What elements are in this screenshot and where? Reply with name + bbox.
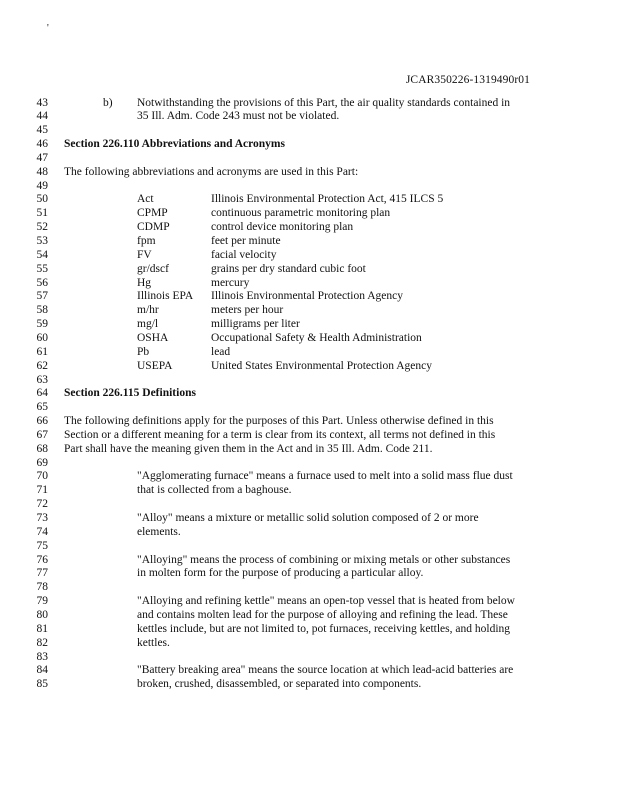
line-number: 72	[36, 498, 48, 511]
abbreviation-definition: United States Environmental Protection Agency	[211, 359, 433, 372]
line-number: 57	[36, 290, 48, 303]
line-number: 70	[36, 470, 48, 483]
line-number: 60	[36, 331, 48, 344]
line-text: in molten form for the purpose of producing a particular alloy.	[137, 567, 424, 580]
line-number: 73	[36, 512, 48, 524]
line-text: elements.	[137, 525, 181, 538]
abbreviation-definition: milligrams per liter	[211, 318, 300, 331]
line-text: The following abbreviations and acronyms are used in this Part:	[64, 165, 359, 178]
abbreviation-definition: lead	[211, 345, 231, 358]
line-number: 71	[36, 484, 48, 497]
line-number: 67	[36, 428, 48, 441]
line-number: 56	[36, 276, 48, 289]
line-number: 85	[36, 678, 48, 691]
abbreviation-term: Illinois EPA	[137, 290, 194, 303]
line-number: 45	[36, 124, 48, 137]
line-number: 66	[36, 415, 48, 428]
line-text: "Battery breaking area" means the source location at which lead-acid batteries are	[137, 664, 514, 677]
line-text: Part shall have the meaning given them in the Act and in 35 Ill. Adm. Code 211.	[64, 442, 433, 455]
line-number: 49	[36, 179, 48, 192]
line-number: 62	[36, 359, 48, 372]
line-number: 43	[36, 96, 48, 109]
stray-mark: '	[47, 23, 49, 34]
line-text: that is collected from a baghouse.	[137, 484, 292, 497]
line-number: 82	[36, 636, 48, 649]
line-number: 64	[36, 387, 48, 400]
line-number: 78	[36, 581, 48, 594]
abbreviation-definition: Occupational Safety & Health Administration	[211, 331, 422, 344]
line-number: 68	[36, 442, 48, 455]
line-number: 50	[36, 193, 48, 206]
line-number: 54	[36, 248, 48, 261]
line-number: 83	[36, 650, 48, 663]
line-number: 81	[36, 622, 48, 635]
line-number: 55	[36, 262, 48, 275]
line-number: 80	[36, 608, 48, 621]
line-number: 63	[36, 373, 48, 386]
abbreviation-definition: facial velocity	[211, 248, 277, 261]
line-number: 59	[36, 318, 48, 331]
abbreviation-term: Hg	[137, 276, 152, 289]
line-number: 76	[36, 553, 48, 566]
line-number: 44	[36, 110, 48, 123]
abbreviation-term: USEPA	[137, 359, 173, 372]
abbreviation-term: fpm	[137, 235, 156, 247]
line-number: 52	[36, 221, 48, 234]
line-text: Section or a different meaning for a term is clear from its context, all terms not defined in this	[64, 428, 496, 441]
abbreviation-term: Pb	[137, 345, 150, 358]
abbreviation-definition: mercury	[211, 276, 250, 289]
abbreviation-term: m/hr	[137, 304, 159, 317]
line-number: 51	[36, 207, 48, 220]
abbreviation-definition: Illinois Environmental Protection Agency	[211, 290, 403, 303]
abbreviation-definition: control device monitoring plan	[211, 221, 354, 234]
line-text: "Alloy" means a mixture or metallic solid solution composed of 2 or more	[137, 512, 479, 524]
line-text: kettles include, but are not limited to, pot furnaces, receiving kettles, and holding	[137, 622, 511, 635]
line-number: 46	[36, 138, 48, 151]
line-number: 79	[36, 595, 48, 608]
abbreviation-term: FV	[137, 248, 152, 261]
line-number: 69	[36, 456, 48, 469]
abbreviation-definition: Illinois Environmental Protection Act, 415 ILCS 5	[211, 193, 444, 206]
abbreviation-term: OSHA	[137, 331, 169, 344]
line-text: 35 Ill. Adm. Code 243 must not be violated.	[137, 110, 340, 123]
line-text: broken, crushed, disassembled, or separated into components.	[137, 678, 422, 691]
line-text: "Alloying and refining kettle" means an open-top vessel that is heated from below	[137, 595, 515, 608]
abbreviation-term: CPMP	[137, 207, 168, 220]
abbreviation-definition: meters per hour	[211, 304, 284, 317]
document-id: JCAR350226-1319490r01	[405, 74, 530, 86]
section-heading: Section 226.115 Definitions	[64, 387, 196, 400]
abbreviation-definition: grains per dry standard cubic foot	[211, 262, 366, 275]
line-text: kettles.	[137, 636, 170, 649]
line-text: and contains molten lead for the purpose of alloying and refining the lead. These	[137, 608, 508, 621]
abbreviation-term: gr/dscf	[137, 262, 169, 275]
line-number: 75	[36, 539, 48, 552]
line-number: 53	[36, 235, 48, 247]
line-text: "Alloying" means the process of combining or mixing metals or other substances	[137, 553, 511, 566]
abbreviation-term: mg/l	[137, 318, 159, 331]
list-marker: b)	[103, 96, 113, 109]
line-number: 58	[36, 304, 48, 317]
abbreviation-definition: feet per minute	[211, 235, 281, 247]
abbreviation-term: Act	[137, 193, 154, 206]
abbreviation-definition: continuous parametric monitoring plan	[211, 207, 391, 220]
line-number: 65	[36, 401, 48, 414]
line-number: 77	[36, 567, 48, 580]
abbreviation-term: CDMP	[137, 221, 170, 234]
section-heading: Section 226.110 Abbreviations and Acronyms	[64, 138, 285, 151]
line-number: 74	[36, 525, 48, 538]
line-number: 84	[36, 664, 48, 677]
line-text: "Agglomerating furnace" means a furnace used to melt into a solid mass flue dust	[137, 470, 513, 483]
line-text: The following definitions apply for the purposes of this Part. Unless otherwise defined in this	[64, 415, 494, 428]
line-number: 61	[36, 345, 48, 358]
line-number: 47	[36, 151, 48, 164]
line-text: Notwithstanding the provisions of this Part, the air quality standards contained in	[137, 96, 511, 109]
line-number: 48	[36, 165, 48, 178]
